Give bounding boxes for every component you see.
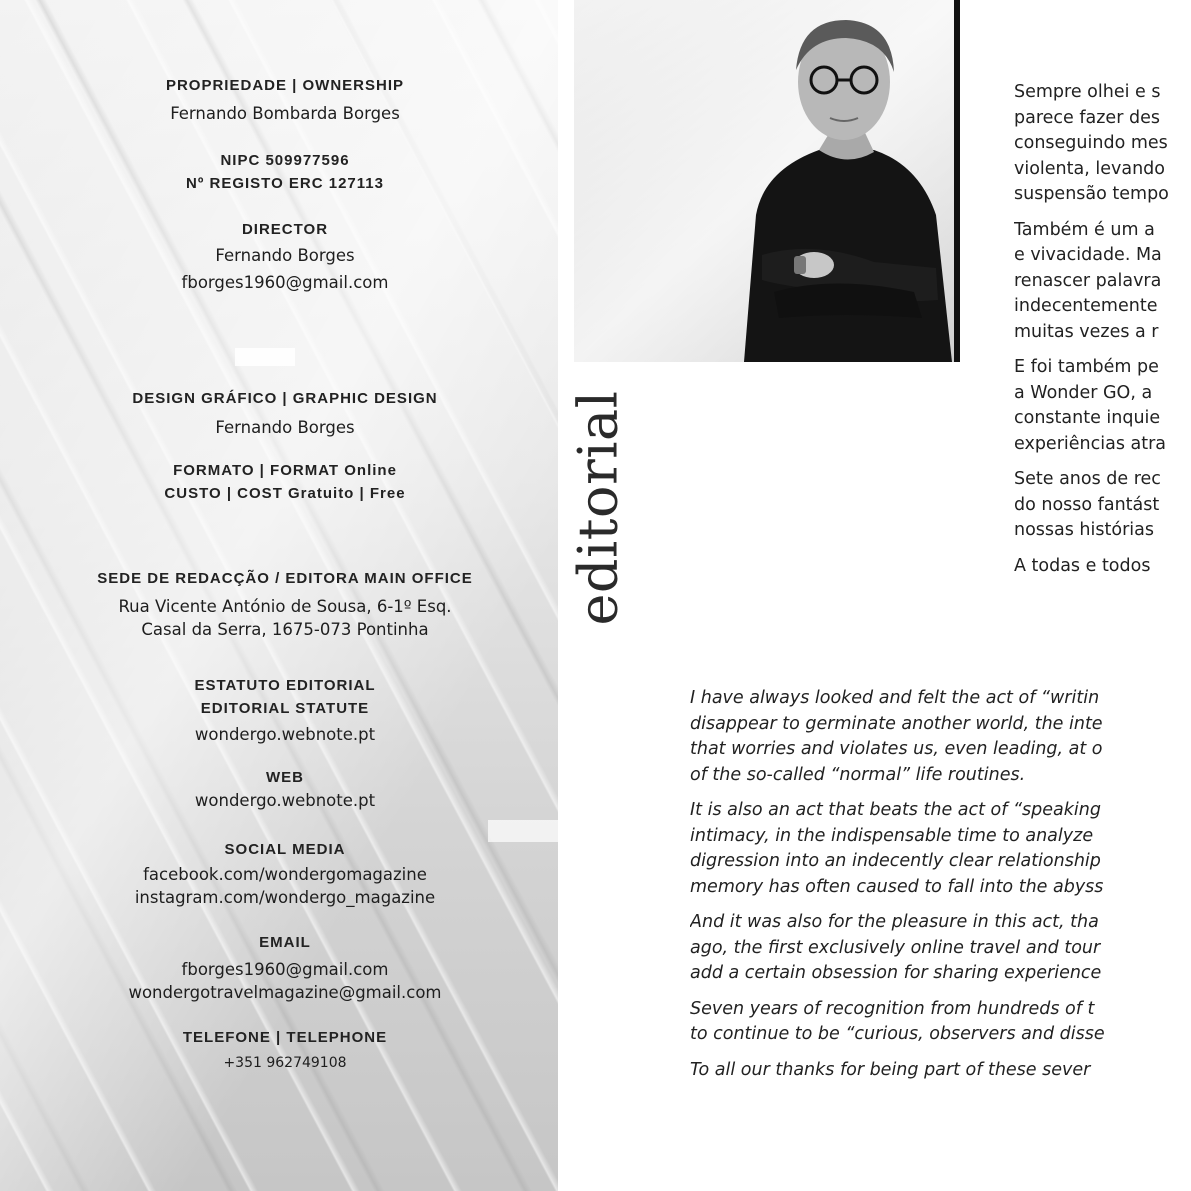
text-line: nossas histórias — [1014, 520, 1154, 540]
pt-paragraph — [1014, 218, 1191, 346]
text-line: to continue to be “curious, observers and disse — [690, 1024, 1105, 1044]
text-line: e vivacidade. Ma — [1014, 245, 1162, 265]
facebook-link[interactable]: facebook.com/wondergomagazine — [143, 865, 427, 884]
email-block — [0, 931, 558, 1004]
design-block — [0, 387, 558, 439]
design-label: DESIGN GRÁFICO | GRAPHIC DESIGN — [132, 390, 438, 407]
en-paragraph — [690, 997, 1191, 1048]
text-line: renascer palavra — [1014, 270, 1162, 291]
text-line: To all our thanks for being part of these sever — [690, 1059, 1091, 1080]
text-line: that worries and violates us, even leading, at o — [690, 739, 1103, 759]
en-paragraph — [690, 686, 1191, 788]
statute-label-pt: ESTATUTO EDITORIAL — [194, 677, 376, 694]
office-address-line2: Casal da Serra, 1675-073 Pontinha — [141, 620, 429, 639]
social-label: SOCIAL MEDIA — [224, 841, 346, 858]
background-highlight — [235, 348, 295, 366]
phone-block — [0, 1026, 558, 1075]
statute-link[interactable]: wondergo.webnote.pt — [194, 725, 376, 744]
instagram-link[interactable]: instagram.com/wondergo_magazine — [134, 888, 436, 907]
text-line: a Wonder GO, a — [1014, 382, 1153, 403]
en-paragraph — [690, 798, 1191, 900]
director-block — [0, 218, 558, 294]
text-line: conseguindo mes — [1014, 133, 1168, 153]
text-line: digression into an indecently clear relationship — [690, 851, 1101, 871]
phone-number: +351 962749108 — [223, 1055, 347, 1071]
office-block — [0, 567, 558, 641]
web-block — [0, 766, 558, 812]
text-line: Também é um a — [1014, 219, 1155, 240]
registration-block — [0, 149, 558, 195]
statute-label-en: EDITORIAL STATUTE — [200, 700, 370, 717]
office-label: SEDE DE REDACÇÃO / EDITORA MAIN OFFICE — [97, 570, 473, 587]
statute-block — [0, 674, 558, 746]
text-line: Sempre olhei e s — [1014, 82, 1161, 102]
author-portrait-illustration — [574, 0, 954, 362]
text-line: suspensão tempo — [1014, 184, 1169, 204]
credits-panel — [0, 0, 558, 1191]
director-email: fborges1960@gmail.com — [181, 273, 389, 292]
text-line: add a certain obsession for sharing experience — [690, 963, 1102, 983]
text-line: I have always looked and felt the act of “writin — [690, 688, 1100, 708]
text-line: ago, the first exclusively online travel and tour — [690, 937, 1101, 958]
format-block — [0, 459, 558, 505]
director-name: Fernando Borges — [215, 246, 355, 265]
pt-paragraph — [1014, 355, 1191, 457]
design-value: Fernando Borges — [215, 418, 355, 437]
text-line: It is also an act that beats the act of “speaking — [690, 800, 1101, 820]
web-label: WEB — [266, 769, 304, 786]
text-line: And it was also for the pleasure in this act, tha — [690, 912, 1099, 932]
text-line: violenta, levando — [1014, 158, 1165, 179]
ownership-block — [0, 74, 558, 125]
editorial-text-en — [690, 686, 1191, 1093]
editorial-title-text: editorial — [566, 389, 630, 626]
nipc-number: NIPC 509977596 — [220, 152, 350, 169]
text-line: Seven years of recognition from hundreds of t — [690, 998, 1095, 1019]
web-link[interactable]: wondergo.webnote.pt — [194, 791, 376, 810]
email-link-1[interactable]: fborges1960@gmail.com — [181, 960, 389, 979]
social-block — [0, 838, 558, 909]
phone-label: TELEFONE | TELEPHONE — [182, 1029, 388, 1046]
photo-divider — [954, 0, 960, 362]
text-line: E foi também pe — [1014, 357, 1159, 377]
pt-paragraph — [1014, 554, 1191, 580]
text-line: experiências atra — [1014, 433, 1166, 454]
email-label: EMAIL — [259, 934, 311, 951]
text-line: Sete anos de rec — [1014, 469, 1161, 489]
format-text: FORMATO | FORMAT Online — [173, 462, 397, 479]
text-line: disappear to germinate another world, the inte — [690, 713, 1103, 734]
pt-paragraph — [1014, 467, 1191, 544]
text-line: parece fazer des — [1014, 107, 1160, 128]
editorial-text-pt — [1014, 80, 1191, 589]
ownership-value: Fernando Bombarda Borges — [170, 104, 400, 123]
ownership-label: PROPRIEDADE | OWNERSHIP — [165, 77, 405, 94]
text-line: of the so-called “normal” life routines. — [690, 764, 1026, 785]
erc-registration: Nº REGISTO ERC 127113 — [186, 175, 384, 192]
text-line: intimacy, in the indispensable time to analyze — [690, 825, 1094, 846]
editorial-title — [558, 389, 638, 626]
text-line: A todas e todos — [1014, 555, 1151, 576]
text-line: muitas vezes a r — [1014, 321, 1159, 342]
text-line: memory has often caused to fall into the abyss — [690, 876, 1104, 897]
text-line: indecentemente — [1014, 296, 1158, 316]
director-label: DIRECTOR — [241, 221, 329, 238]
office-address-line1: Rua Vicente António de Sousa, 6-1º Esq. — [118, 597, 452, 616]
text-line: constante inquie — [1014, 408, 1161, 428]
pt-paragraph — [1014, 80, 1191, 208]
cost-text: CUSTO | COST Gratuito | Free — [164, 485, 406, 502]
en-paragraph — [690, 910, 1191, 987]
text-line: do nosso fantást — [1014, 494, 1160, 515]
author-photo — [574, 0, 954, 362]
email-link-2[interactable]: wondergotravelmagazine@gmail.com — [128, 983, 442, 1002]
en-paragraph — [690, 1058, 1191, 1084]
